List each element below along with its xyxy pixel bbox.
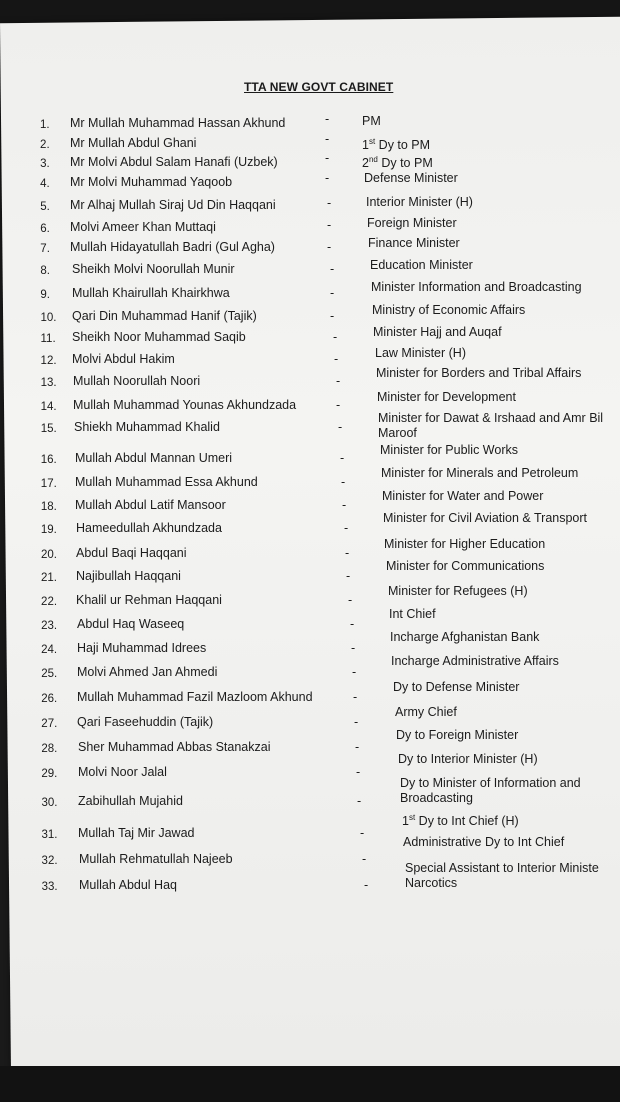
- separator-dash: -: [353, 690, 358, 704]
- member-name: Molvi Ahmed Jan Ahmedi: [77, 665, 218, 679]
- separator-dash: -: [360, 826, 365, 840]
- member-role-continued: Maroof: [378, 426, 417, 440]
- member-name: Sheikh Noor Muhammad Saqib: [72, 330, 246, 344]
- member-name: Mr Molvi Abdul Salam Hanafi (Uzbek): [70, 155, 278, 169]
- member-name: Mullah Hidayatullah Badri (Gul Agha): [70, 240, 275, 254]
- separator-dash: -: [364, 878, 369, 892]
- item-number: 17.: [40, 478, 57, 490]
- item-number: 10.: [40, 312, 57, 324]
- member-role: 1st Dy to Int Chief (H): [402, 813, 519, 829]
- item-number: 6.: [40, 223, 50, 235]
- member-role: Minister for Public Works: [380, 443, 518, 457]
- member-name: Haji Muhammad Idrees: [77, 641, 207, 655]
- member-name: Molvi Noor Jalal: [78, 765, 167, 779]
- member-name: Mullah Khairullah Khairkhwa: [72, 286, 230, 300]
- separator-dash: -: [357, 794, 362, 808]
- separator-dash: -: [325, 171, 330, 185]
- item-number: 32.: [41, 855, 58, 867]
- list-item: [0, 325, 620, 352]
- member-name: Molvi Abdul Hakim: [72, 352, 175, 366]
- separator-dash: -: [327, 218, 332, 232]
- list-item: [0, 366, 620, 396]
- item-number: 18.: [40, 501, 57, 513]
- member-name: Shiekh Muhammad Khalid: [74, 420, 220, 434]
- separator-dash: -: [354, 715, 359, 729]
- list-item: [0, 216, 620, 242]
- member-role: PM: [362, 114, 381, 128]
- item-number: 8.: [40, 265, 50, 277]
- separator-dash: -: [351, 641, 356, 655]
- ordinal-suffix: nd: [368, 155, 378, 164]
- member-role: Int Chief: [389, 607, 436, 621]
- item-number: 27.: [41, 718, 58, 730]
- separator-dash: -: [327, 196, 332, 210]
- separator-dash: -: [346, 569, 351, 583]
- ordinal-suffix: st: [368, 137, 376, 146]
- member-role: Dy to Foreign Minister: [396, 728, 519, 742]
- item-number: 28.: [41, 743, 58, 755]
- member-name: Mullah Abdul Latif Mansoor: [75, 498, 226, 512]
- member-name: Mullah Rehmatullah Najeeb: [79, 852, 233, 866]
- item-number: 31.: [41, 829, 58, 841]
- member-role: Incharge Administrative Affairs: [391, 654, 559, 668]
- separator-dash: -: [338, 420, 343, 434]
- item-number: 9.: [40, 289, 50, 301]
- separator-dash: -: [325, 132, 330, 146]
- list-item: [0, 411, 620, 442]
- member-role: Army Chief: [395, 705, 457, 719]
- member-role: Dy to Interior Minister (H): [398, 752, 538, 766]
- item-number: 7.: [40, 243, 50, 255]
- item-number: 5.: [40, 201, 50, 213]
- ordinal-suffix: st: [408, 813, 416, 822]
- member-name: Mullah Taj Mir Jawad: [78, 826, 195, 840]
- member-name: Mullah Muhammad Fazil Mazloom Akhund: [77, 690, 313, 704]
- member-name: Mullah Muhammad Younas Akhundzada: [73, 398, 297, 412]
- member-name: Mullah Noorullah Noori: [73, 374, 201, 388]
- member-role: Defense Minister: [364, 171, 458, 185]
- separator-dash: -: [325, 112, 330, 126]
- member-name: Mr Alhaj Mullah Siraj Ud Din Haqqani: [70, 198, 276, 212]
- item-number: 4.: [40, 178, 50, 190]
- separator-dash: -: [341, 475, 346, 489]
- list-item: [0, 584, 620, 615]
- item-number: 3.: [40, 158, 50, 170]
- separator-dash: -: [352, 665, 357, 679]
- separator-dash: -: [345, 546, 350, 560]
- item-number: 12.: [40, 355, 57, 367]
- member-name: Abdul Baqi Haqqani: [76, 546, 187, 560]
- separator-dash: -: [325, 151, 330, 165]
- member-role-continued: Broadcasting: [400, 791, 473, 805]
- list-item: [0, 236, 620, 262]
- member-role: Administrative Dy to Int Chief: [403, 835, 565, 849]
- list-item: [0, 171, 620, 197]
- member-name: Najibullah Haqqani: [76, 569, 181, 583]
- member-role: Minister for Minerals and Petroleum: [381, 466, 579, 480]
- member-role: Minister for Civil Aviation & Transport: [383, 511, 588, 525]
- list-item: [0, 195, 620, 220]
- item-number: 13.: [40, 377, 57, 389]
- item-number: 21.: [41, 572, 57, 584]
- separator-dash: -: [342, 498, 347, 512]
- member-role: Foreign Minister: [367, 216, 457, 230]
- item-number: 15.: [40, 423, 57, 435]
- separator-dash: -: [356, 765, 361, 779]
- member-role: Minister for Refugees (H): [388, 584, 528, 598]
- item-number: 20.: [40, 549, 57, 561]
- list-item: [0, 151, 620, 177]
- member-name: Qari Din Muhammad Hanif (Tajik): [72, 309, 257, 323]
- member-name: Molvi Ameer Khan Muttaqi: [70, 220, 216, 234]
- member-name: Hameedullah Akhundzada: [76, 521, 222, 535]
- separator-dash: -: [362, 852, 367, 866]
- member-role: Minister for Development: [377, 390, 516, 404]
- item-number: 19.: [40, 524, 57, 536]
- member-role: Minister Information and Broadcasting: [371, 280, 582, 294]
- item-number: 23.: [41, 620, 58, 632]
- member-role: Special Assistant to Interior Ministe Narcotics: [405, 861, 599, 890]
- member-role: Minister Hajj and Auqaf: [373, 325, 502, 339]
- member-name: Khalil ur Rehman Haqqani: [76, 593, 222, 607]
- member-name: Mr Molvi Muhammad Yaqoob: [70, 175, 233, 189]
- member-role-continued: Narcotics: [405, 876, 458, 890]
- document-title: TTA NEW GOVT CABINET: [244, 80, 394, 94]
- member-role: Finance Minister: [368, 236, 460, 250]
- member-role: Ministry of Economic Affairs: [372, 303, 526, 317]
- member-name: Mullah Abdul Haq: [79, 878, 177, 892]
- separator-dash: -: [330, 309, 335, 323]
- member-name: Mr Mullah Abdul Ghani: [70, 136, 197, 150]
- item-number: 11.: [40, 333, 56, 345]
- item-number: 26.: [41, 693, 58, 705]
- separator-dash: -: [355, 740, 360, 754]
- member-role: Minister for Water and Power: [382, 489, 544, 503]
- list-item: [0, 280, 620, 308]
- list-item: [0, 112, 620, 138]
- separator-dash: -: [327, 240, 332, 254]
- item-number: 24.: [41, 644, 58, 656]
- item-number: 2.: [40, 139, 50, 151]
- member-role: Minister for Borders and Tribal Affairs: [376, 366, 582, 380]
- member-role: 1st Dy to PM: [362, 137, 431, 153]
- separator-dash: -: [344, 521, 349, 535]
- member-role: Dy to Minister of Information and Broadcasting: [400, 776, 581, 805]
- item-number: 25.: [41, 668, 58, 680]
- member-name: Sheikh Molvi Noorullah Munir: [72, 262, 235, 276]
- member-role: Minister for Communications: [386, 559, 545, 573]
- member-role: Law Minister (H): [375, 346, 466, 360]
- member-name: Mullah Abdul Mannan Umeri: [75, 451, 233, 465]
- list-item: [0, 303, 620, 331]
- item-number: 16.: [40, 454, 57, 466]
- item-number: 30.: [41, 797, 58, 809]
- member-name: Sher Muhammad Abbas Stanakzai: [78, 740, 271, 754]
- separator-dash: -: [336, 374, 341, 388]
- member-role: Interior Minister (H): [366, 195, 473, 209]
- item-number: 14.: [40, 401, 57, 413]
- member-name: Qari Faseehuddin (Tajik): [77, 715, 214, 729]
- separator-dash: -: [330, 286, 335, 300]
- separator-dash: -: [340, 451, 345, 465]
- separator-dash: -: [333, 330, 338, 344]
- list-item: [0, 680, 620, 712]
- list-item: [0, 654, 620, 687]
- member-name: Mullah Muhammad Essa Akhund: [75, 475, 258, 489]
- item-number: 29.: [41, 768, 58, 780]
- member-role: Minister for Higher Education: [384, 537, 546, 551]
- separator-dash: -: [336, 398, 341, 412]
- member-role: Incharge Afghanistan Bank: [390, 630, 540, 644]
- member-role: Minister for Dawat & Irshaad and Amr Bil Maroof: [378, 411, 604, 440]
- separator-dash: -: [348, 593, 353, 607]
- member-role: Education Minister: [370, 258, 473, 272]
- member-name: Abdul Haq Waseeq: [77, 617, 185, 631]
- item-number: 33.: [41, 881, 58, 893]
- separator-dash: -: [334, 352, 339, 366]
- item-number: 22.: [41, 596, 58, 608]
- member-role: 2nd Dy to PM: [362, 155, 433, 171]
- separator-dash: -: [350, 617, 355, 631]
- member-name: Mr Mullah Muhammad Hassan Akhund: [70, 116, 286, 130]
- list-item: [0, 705, 620, 737]
- member-name: Zabihullah Mujahid: [78, 794, 183, 808]
- member-role: Dy to Defense Minister: [393, 680, 520, 694]
- list-item: [0, 776, 620, 816]
- item-number: 1.: [40, 119, 50, 131]
- separator-dash: -: [330, 262, 335, 276]
